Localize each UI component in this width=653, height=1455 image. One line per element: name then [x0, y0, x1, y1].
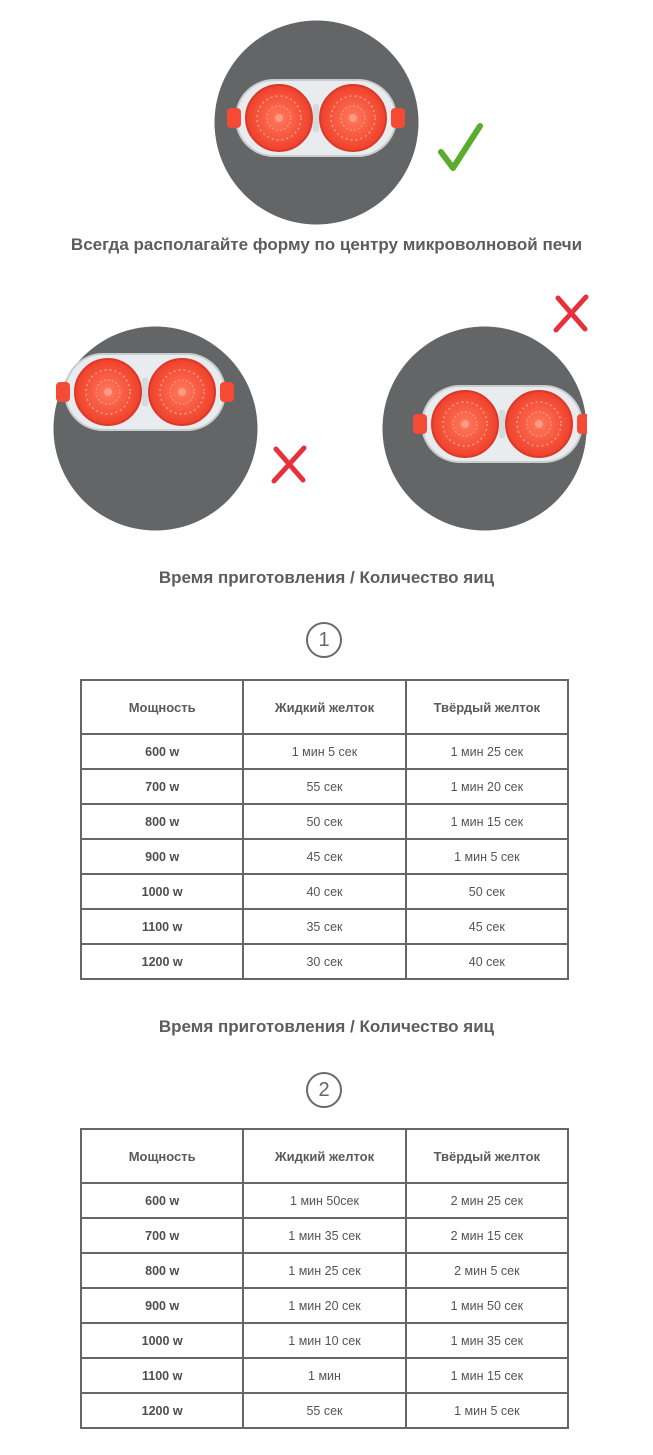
soft-yolk-cell: 30 сек: [243, 944, 405, 979]
cooking-time-table-2: [80, 1128, 569, 1429]
power-cell: 800 w: [81, 804, 243, 839]
hard-yolk-cell: 1 мин 20 сек: [406, 769, 568, 804]
power-cell: 1100 w: [81, 1358, 243, 1393]
hard-yolk-cell: 1 мин 25 сек: [406, 734, 568, 769]
table-row: [81, 874, 568, 909]
column-header: Твёрдый желток: [406, 1129, 568, 1183]
soft-yolk-cell: 55 сек: [243, 769, 405, 804]
egg-count-badge: 1: [306, 622, 342, 658]
table-row: [81, 1358, 568, 1393]
soft-yolk-cell: 1 мин 50сек: [243, 1183, 405, 1218]
hard-yolk-cell: 40 сек: [406, 944, 568, 979]
hard-yolk-cell: 50 сек: [406, 874, 568, 909]
table-row: [81, 1253, 568, 1288]
table-row: [81, 769, 568, 804]
soft-yolk-cell: 45 сек: [243, 839, 405, 874]
hard-yolk-cell: 2 мин 25 сек: [406, 1183, 568, 1218]
column-header: Мощность: [81, 1129, 243, 1183]
soft-yolk-cell: 1 мин 35 сек: [243, 1218, 405, 1253]
egg-count-badge: 2: [306, 1072, 342, 1108]
hard-yolk-cell: 1 мин 15 сек: [406, 1358, 568, 1393]
soft-yolk-cell: 50 сек: [243, 804, 405, 839]
table-row: [81, 1323, 568, 1358]
power-cell: 900 w: [81, 1288, 243, 1323]
cross-icon: [268, 443, 310, 485]
power-cell: 1200 w: [81, 1393, 243, 1428]
table-1-title: Время приготовления / Количество яиц: [158, 568, 495, 587]
soft-yolk-cell: 1 мин 10 сек: [243, 1323, 405, 1358]
soft-yolk-cell: 1 мин 20 сек: [243, 1288, 405, 1323]
soft-yolk-cell: 1 мин 5 сек: [243, 734, 405, 769]
soft-yolk-cell: 1 мин 25 сек: [243, 1253, 405, 1288]
column-header: Мощность: [81, 680, 243, 734]
table-row: [81, 1288, 568, 1323]
soft-yolk-cell: 1 мин: [243, 1358, 405, 1393]
power-cell: 600 w: [81, 734, 243, 769]
soft-yolk-cell: 55 сек: [243, 1393, 405, 1428]
cross-icon: [550, 292, 592, 334]
power-cell: 600 w: [81, 1183, 243, 1218]
table-row: [81, 1183, 568, 1218]
wrong-placement-right-illustration: [382, 326, 587, 531]
table-row: [81, 909, 568, 944]
power-cell: 1100 w: [81, 909, 243, 944]
table-row: [81, 839, 568, 874]
power-cell: 1200 w: [81, 944, 243, 979]
hard-yolk-cell: 1 мин 35 сек: [406, 1323, 568, 1358]
cooking-time-table-1: [80, 679, 569, 980]
column-header: Жидкий желток: [243, 680, 405, 734]
column-header: Жидкий желток: [243, 1129, 405, 1183]
power-cell: 700 w: [81, 769, 243, 804]
wrong-placement-left-illustration: [53, 326, 258, 531]
table-2-title: Время приготовления / Количество яиц: [158, 1017, 495, 1036]
hard-yolk-cell: 1 мин 5 сек: [406, 839, 568, 874]
power-cell: 800 w: [81, 1253, 243, 1288]
check-icon: [436, 120, 486, 175]
correct-placement-illustration: [214, 20, 419, 225]
soft-yolk-cell: 40 сек: [243, 874, 405, 909]
column-header: Твёрдый желток: [406, 680, 568, 734]
table-row: [81, 944, 568, 979]
placement-caption: Всегда располагайте форму по центру микроволновой печи: [70, 235, 583, 254]
power-cell: 1000 w: [81, 874, 243, 909]
power-cell: 900 w: [81, 839, 243, 874]
hard-yolk-cell: 1 мин 50 сек: [406, 1288, 568, 1323]
table-row: [81, 1218, 568, 1253]
hard-yolk-cell: 1 мин 5 сек: [406, 1393, 568, 1428]
table-row: [81, 1393, 568, 1428]
hard-yolk-cell: 2 мин 5 сек: [406, 1253, 568, 1288]
power-cell: 1000 w: [81, 1323, 243, 1358]
table-row: [81, 734, 568, 769]
soft-yolk-cell: 35 сек: [243, 909, 405, 944]
hard-yolk-cell: 1 мин 15 сек: [406, 804, 568, 839]
table-row: [81, 804, 568, 839]
hard-yolk-cell: 2 мин 15 сек: [406, 1218, 568, 1253]
power-cell: 700 w: [81, 1218, 243, 1253]
hard-yolk-cell: 45 сек: [406, 909, 568, 944]
